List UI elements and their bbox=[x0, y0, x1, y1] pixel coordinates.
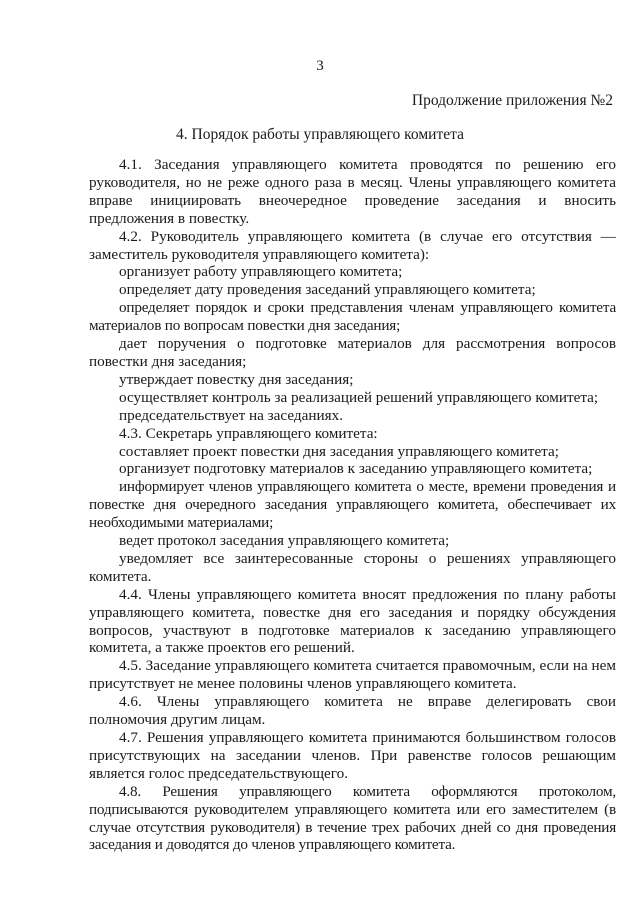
paragraph-4-8: 4.8. Решения управляющего комитета оформляются протоколом, подписываются руководителем управляющего комитета или его заместителем (в случае отсутствия руководителя) в течение трех рабочих дней со дня проведения заседания и доводятся до членов управляющего комитета. bbox=[89, 782, 616, 854]
section-title: 4. Порядок работы управляющего комитета bbox=[176, 126, 464, 143]
paragraph-4-4: 4.4. Члены управляющего комитета вносят предложения по плану работы управляющего комитета, повестке дня его заседания и порядку обсуждения вопросов, участвуют в подготовке материалов к заседанию управляющего комитета, а также проектов его решений. bbox=[89, 585, 616, 657]
list-item: председательствует на заседаниях. bbox=[119, 406, 343, 424]
paragraph-4-7: 4.7. Решения управляющего комитета принимаются большинством голосов присутствующих на заседании членов. При равенстве голосов решающим является голос председательствующего. bbox=[89, 729, 616, 782]
paragraph-4-3: 4.3. Секретарь управляющего комитета: bbox=[119, 424, 378, 442]
list-item: организует работу управляющего комитета; bbox=[119, 263, 403, 281]
page-number: 3 bbox=[316, 58, 324, 74]
list-item: определяет дату проведения заседаний управляющего комитета; bbox=[119, 281, 536, 299]
list-item: утверждает повестку дня заседания; bbox=[119, 370, 354, 388]
list-item: определяет порядок и сроки представления членам управляющего комитета материалов по вопросам повестки дня заседания; bbox=[89, 299, 616, 335]
appendix-note: Продолжение приложения №2 bbox=[411, 92, 613, 109]
list-item: составляет проект повестки дня заседания управляющего комитета; bbox=[119, 442, 559, 460]
paragraph-4-1: 4.1. Заседания управляющего комитета проводятся по решению его руководителя, но не реже одного раза в месяц. Члены управляющего комитета вправе инициировать внеочередное проведение заседания и вносить предложения в повестку. bbox=[89, 156, 616, 227]
list-item: осуществляет контроль за реализацией решений управляющего комитета; bbox=[119, 388, 599, 406]
list-item: ведет протокол заседания управляющего комитета; bbox=[119, 532, 450, 550]
paragraph-4-2: 4.2. Руководитель управляющего комитета (в случае его отсутствия — заместитель руководителя управляющего комитета): bbox=[89, 227, 616, 263]
list-item: информирует членов управляющего комитета о месте, времени проведения и повестке дня очередного заседания управляющего комитета, обеспечивает их необходимыми материалами; bbox=[89, 478, 616, 532]
paragraph-4-6: 4.6. Члены управляющего комитета не вправе делегировать свои полномочия другим лицам. bbox=[89, 693, 616, 729]
list-item: дает поручения о подготовке материалов для рассмотрения вопросов повестки дня заседания; bbox=[89, 335, 616, 370]
list-item: уведомляет все заинтересованные стороны о решениях управляющего комитета. bbox=[89, 549, 616, 585]
list-item: организует подготовку материалов к заседанию управляющего комитета; bbox=[119, 460, 593, 478]
document-body bbox=[89, 156, 616, 854]
paragraph-4-5: 4.5. Заседание управляющего комитета считается правомочным, если на нем присутствует не менее половины членов управляющего комитета. bbox=[89, 657, 616, 693]
